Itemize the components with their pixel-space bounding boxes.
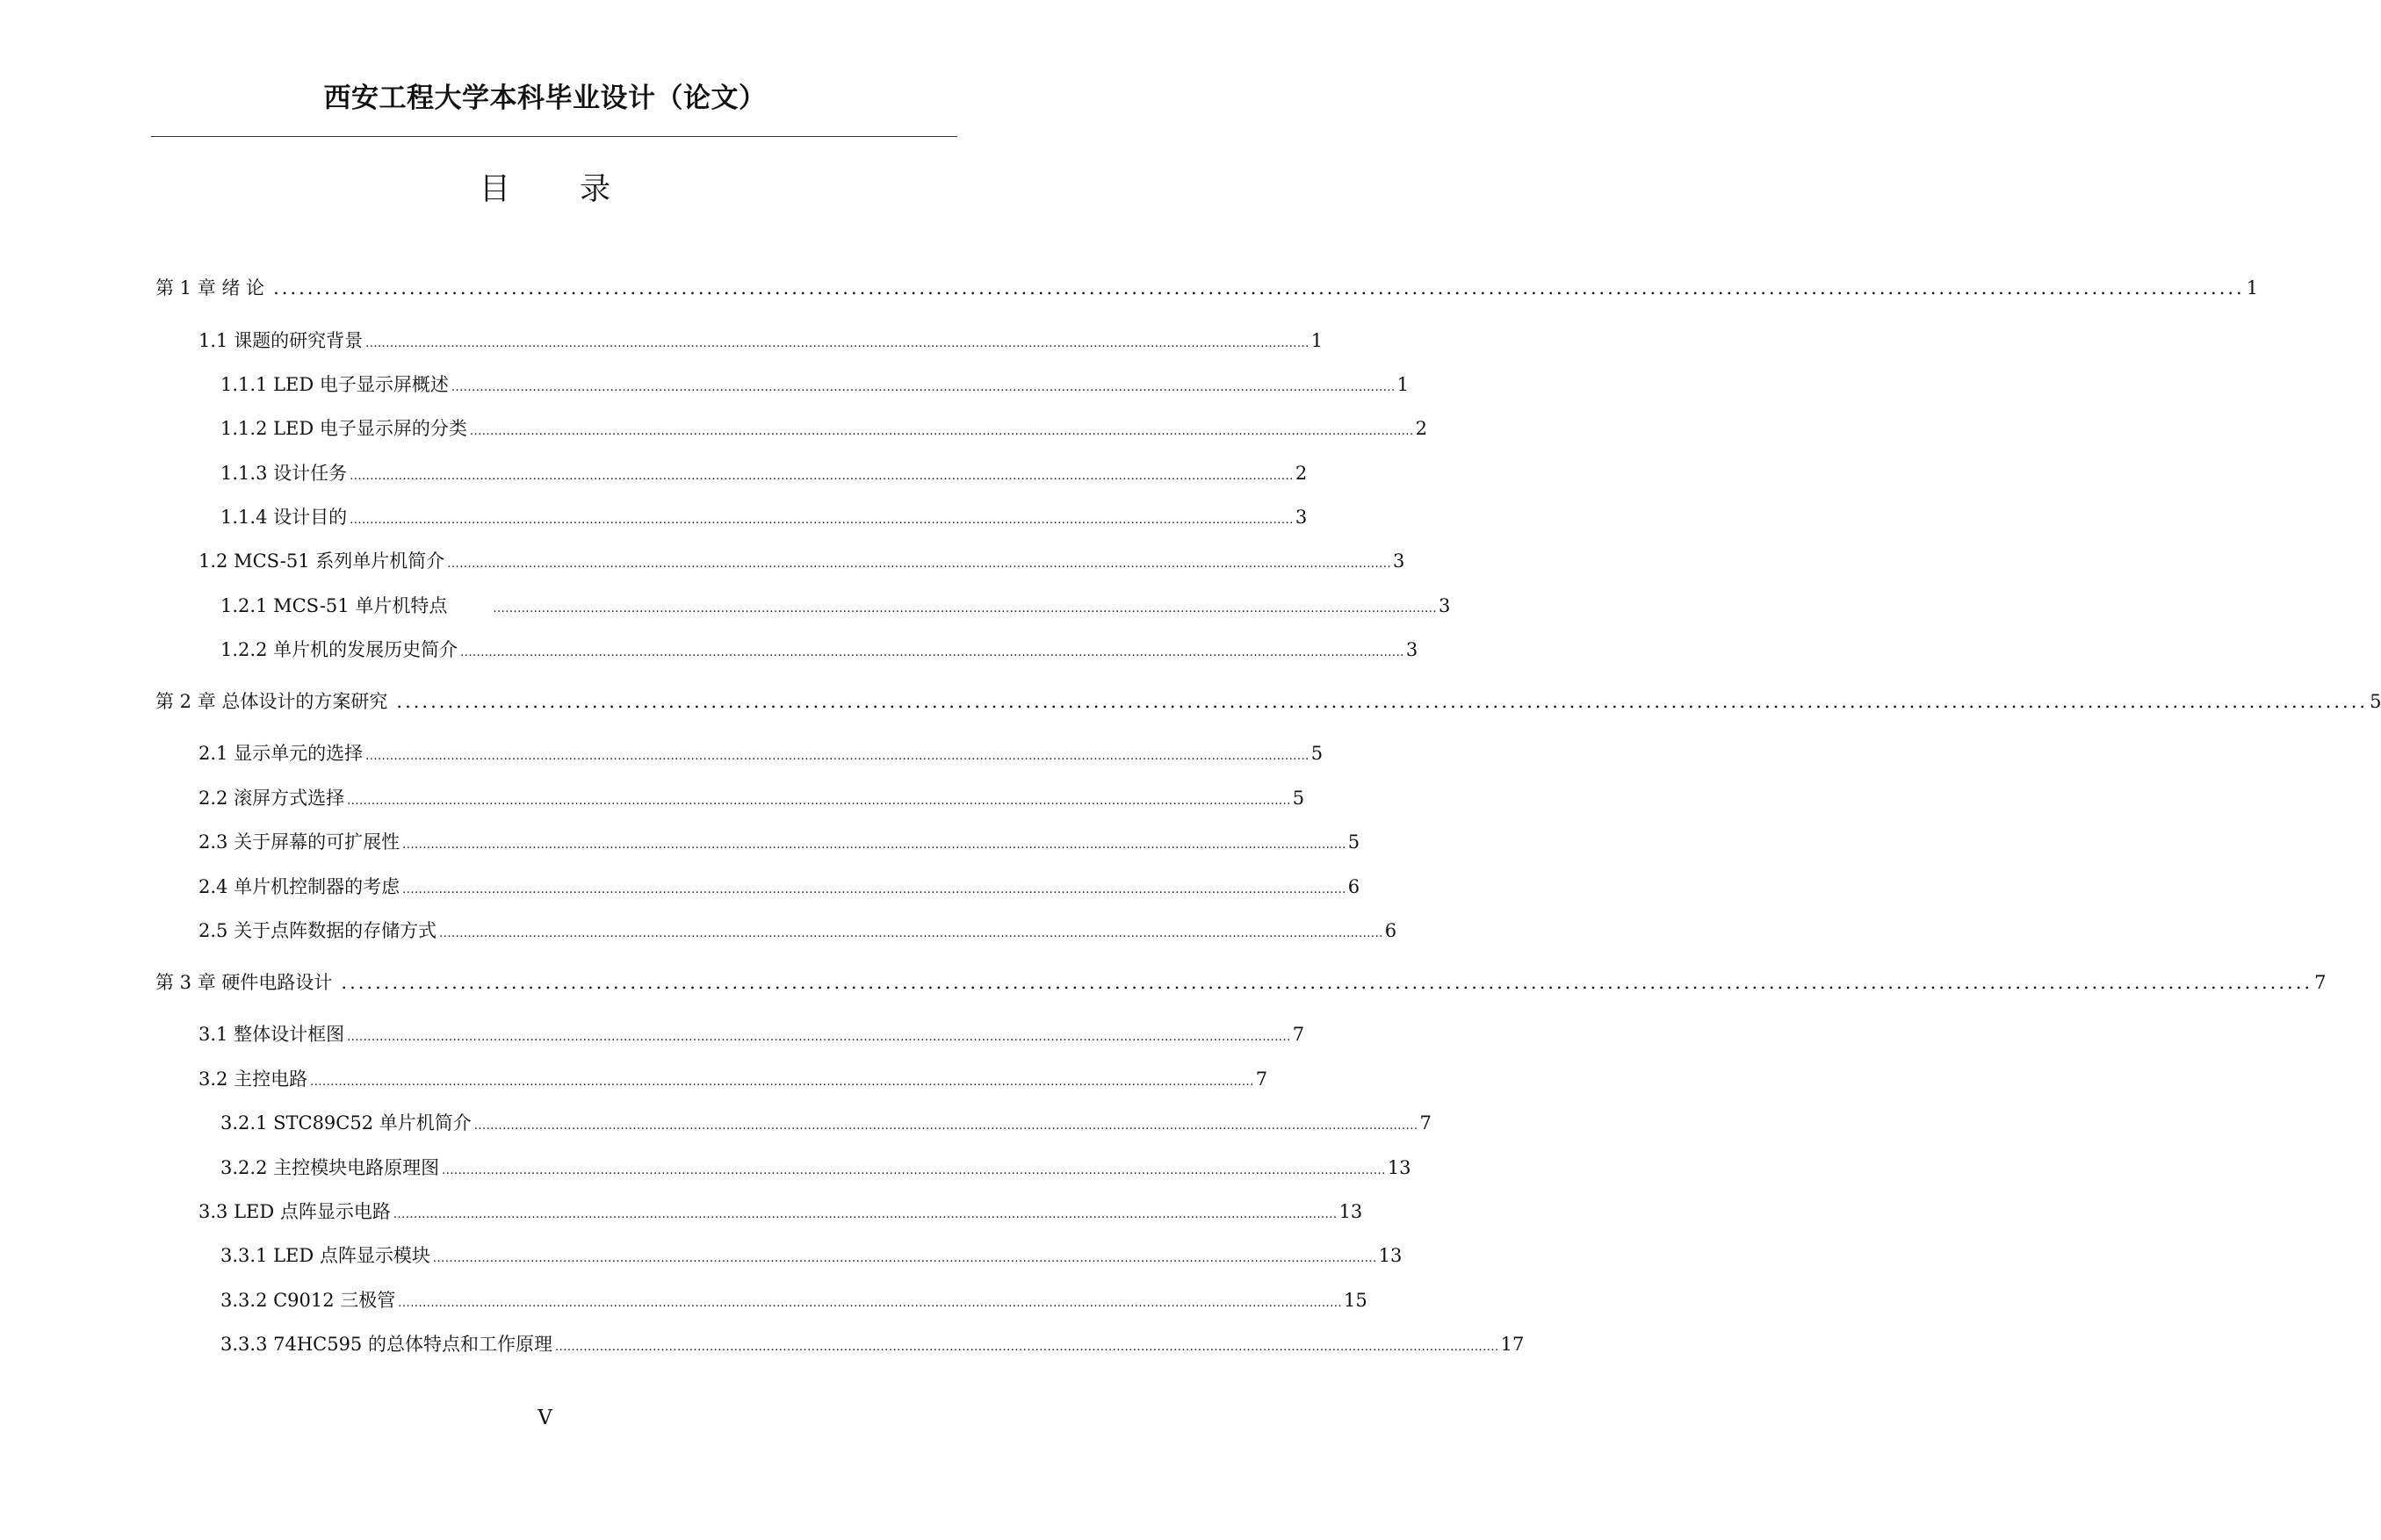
toc-leader: ........................................................................................................................................................................................................................................ bbox=[310, 1076, 1254, 1089]
toc-entry-label: 3.3.2 C9012 三极管 bbox=[220, 1290, 396, 1311]
toc-entry-label: 1.1 课题的研究背景 bbox=[198, 330, 364, 351]
toc-leader: ........................................................................................................................................................................................................................................ bbox=[402, 838, 1346, 852]
toc-entry-label: 1.1.3 设计任务 bbox=[220, 463, 348, 484]
page-number: V bbox=[538, 1407, 552, 1429]
toc-entry-3-2-1[interactable] bbox=[220, 1109, 1432, 1135]
toc-leader: ........................................................................................................................................................................................................................................ bbox=[447, 558, 1391, 571]
toc-entry-2-1[interactable] bbox=[198, 739, 1324, 766]
toc-entry-page: 2 bbox=[1415, 418, 1427, 439]
toc-entry-label: 3.3 LED 点阵显示电路 bbox=[198, 1201, 391, 1222]
toc-entry-label: 1.1.1 LED 电子显示屏概述 bbox=[220, 374, 449, 395]
toc-entry-page: 7 bbox=[1292, 1024, 1305, 1045]
toc-entry-2-5[interactable] bbox=[198, 917, 1397, 943]
toc-entry-page: 3 bbox=[1405, 639, 1418, 660]
toc-entry-page: 6 bbox=[1347, 876, 1360, 897]
toc-entry-3-3-3[interactable] bbox=[220, 1330, 1525, 1356]
toc-entry-label: 2.4 单片机控制器的考虑 bbox=[198, 876, 400, 897]
toc-entry-page: 6 bbox=[1384, 920, 1397, 941]
toc-entry-1-1-2[interactable] bbox=[220, 414, 1427, 441]
toc-title: 目 录 bbox=[479, 172, 641, 207]
toc-leader: ........................................................................................................................................................................................................................................ bbox=[554, 1341, 1499, 1354]
header-rule bbox=[151, 136, 957, 137]
toc-entry-page: 7 bbox=[1419, 1112, 1432, 1133]
toc-entry-label: 2.2 滚屏方式选择 bbox=[198, 788, 345, 809]
toc-leader: ........................................................................................................................................................................................................................................ bbox=[350, 514, 1294, 527]
toc-entry-page: 13 bbox=[1387, 1157, 1411, 1178]
toc-entry-page: 3 bbox=[1439, 595, 1451, 616]
toc-entry-page: 3 bbox=[1393, 551, 1405, 572]
toc-entry-label: 第 3 章 硬件电路设计 bbox=[155, 972, 333, 993]
toc-leader: ........................................................................................................................................................................................................................................ bbox=[442, 1164, 1386, 1177]
toc-entry-label: 3.2.1 STC89C52 单片机简介 bbox=[220, 1112, 472, 1133]
toc-entry-page: 13 bbox=[1338, 1201, 1363, 1222]
toc-entry-1-2[interactable] bbox=[198, 547, 1405, 573]
toc-entry-label: 3.3.1 LED 点阵显示模块 bbox=[220, 1245, 430, 1266]
toc-leader: ........................................................................................................................................................................................................................................ bbox=[347, 1031, 1291, 1044]
toc-entry-label: 2.3 关于屏幕的可扩展性 bbox=[198, 831, 400, 853]
toc-entry-chapter-1[interactable] bbox=[155, 274, 2259, 300]
toc-entry-label: 1.2.2 单片机的发展历史简介 bbox=[220, 639, 458, 660]
toc-leader: ........................................................................................................................................................................................................................................ bbox=[469, 425, 1414, 438]
toc-entry-label: 3.1 整体设计框图 bbox=[198, 1024, 345, 1045]
toc-entry-page: 7 bbox=[2314, 972, 2327, 993]
toc-entry-3-3-2[interactable] bbox=[220, 1286, 1367, 1313]
toc-leader: ........................................................................................................................................................................................................................................ bbox=[393, 1208, 1338, 1221]
toc-entry-label: 3.2.2 主控模块电路原理图 bbox=[220, 1157, 440, 1178]
toc-entry-3-3[interactable] bbox=[198, 1198, 1363, 1224]
toc-leader: ........................................................................................................................................................................................................................................ bbox=[347, 795, 1291, 808]
toc-leader: ........................................................................................................................................................................................................................................ bbox=[341, 972, 2313, 993]
toc-entry-page: 5 bbox=[1347, 831, 1360, 853]
toc-entry-label: 1.1.4 设计目的 bbox=[220, 507, 348, 528]
toc-leader: ........................................................................................................................................................................................................................................ bbox=[350, 470, 1294, 483]
toc-entry-page: 5 bbox=[1292, 788, 1305, 809]
toc-entry-2-3[interactable] bbox=[198, 828, 1360, 854]
toc-entry-1-1-3[interactable] bbox=[220, 459, 1308, 486]
toc-entry-page: 13 bbox=[1378, 1245, 1403, 1266]
toc-entry-2-2[interactable] bbox=[198, 784, 1305, 810]
toc-leader: ........................................................................................................................................................................................................................................ bbox=[460, 646, 1404, 659]
toc-entry-label: 2.5 关于点阵数据的存储方式 bbox=[198, 920, 437, 941]
toc-entry-label: 第 1 章 绪 论 bbox=[155, 277, 265, 299]
toc-entry-3-3-1[interactable] bbox=[220, 1241, 1403, 1268]
toc-entry-page: 7 bbox=[1255, 1069, 1268, 1090]
toc-entry-3-2[interactable] bbox=[198, 1065, 1268, 1091]
toc-leader: ........................................................................................................................................................................................................................................ bbox=[365, 750, 1310, 763]
toc-entry-label: 1.2.1 MCS-51 单片机特点 bbox=[220, 595, 448, 616]
toc-entry-page: 1 bbox=[1396, 374, 1409, 395]
toc-leader: ........................................................................................................................................................................................................................................ bbox=[439, 927, 1383, 940]
toc-entry-chapter-2[interactable] bbox=[155, 687, 2381, 714]
toc-leader: ........................................................................................................................................................................................................................................ bbox=[398, 1297, 1342, 1310]
toc-entry-1-2-2[interactable] bbox=[220, 636, 1418, 662]
toc-entry-label: 1.1.2 LED 电子显示屏的分类 bbox=[220, 418, 467, 439]
toc-leader: ........................................................................................................................................................................................................................................ bbox=[396, 691, 2369, 712]
toc-leader: ........................................................................................................................................................................................................................................ bbox=[493, 602, 1438, 615]
toc-entry-page: 15 bbox=[1344, 1290, 1367, 1311]
toc-leader: ........................................................................................................................................................................................................................................ bbox=[473, 1119, 1418, 1133]
toc-leader: ........................................................................................................................................................................................................................................ bbox=[432, 1252, 1377, 1265]
toc-leader: ........................................................................................................................................................................................................................................ bbox=[273, 277, 2245, 299]
toc-entry-1-2-1[interactable] bbox=[220, 592, 1451, 618]
toc-leader: ........................................................................................................................................................................................................................................ bbox=[451, 381, 1396, 394]
toc-entry-label: 3.2 主控电路 bbox=[198, 1069, 308, 1090]
toc-entry-label: 第 2 章 总体设计的方案研究 bbox=[155, 691, 388, 712]
toc-entry-page: 5 bbox=[1310, 743, 1324, 764]
toc-entry-1-1-4[interactable] bbox=[220, 503, 1308, 529]
toc-entry-label: 3.3.3 74HC595 的总体特点和工作原理 bbox=[220, 1334, 552, 1355]
toc-entry-page: 1 bbox=[2246, 277, 2259, 299]
toc-entry-1-1-1[interactable] bbox=[220, 371, 1409, 397]
toc-entry-3-1[interactable] bbox=[198, 1020, 1305, 1047]
toc-entry-page: 17 bbox=[1500, 1334, 1525, 1355]
toc-entry-chapter-3[interactable] bbox=[155, 968, 2327, 995]
toc-entry-label: 1.2 MCS-51 系列单片机简介 bbox=[198, 551, 445, 572]
toc-leader: ........................................................................................................................................................................................................................................ bbox=[365, 337, 1310, 350]
toc-entry-page: 1 bbox=[1310, 330, 1324, 351]
page-header: 西安工程大学本科毕业设计（论文） bbox=[323, 83, 767, 114]
toc-entry-label: 2.1 显示单元的选择 bbox=[198, 743, 364, 764]
toc-entry-page: 2 bbox=[1295, 463, 1308, 484]
toc-entry-3-2-2[interactable] bbox=[220, 1154, 1411, 1180]
toc-leader: ........................................................................................................................................................................................................................................ bbox=[402, 883, 1346, 896]
toc-entry-page: 5 bbox=[2370, 691, 2381, 712]
toc-entry-page: 3 bbox=[1295, 507, 1308, 528]
toc-entry-1-1[interactable] bbox=[198, 327, 1324, 353]
toc-entry-2-4[interactable] bbox=[198, 873, 1360, 899]
